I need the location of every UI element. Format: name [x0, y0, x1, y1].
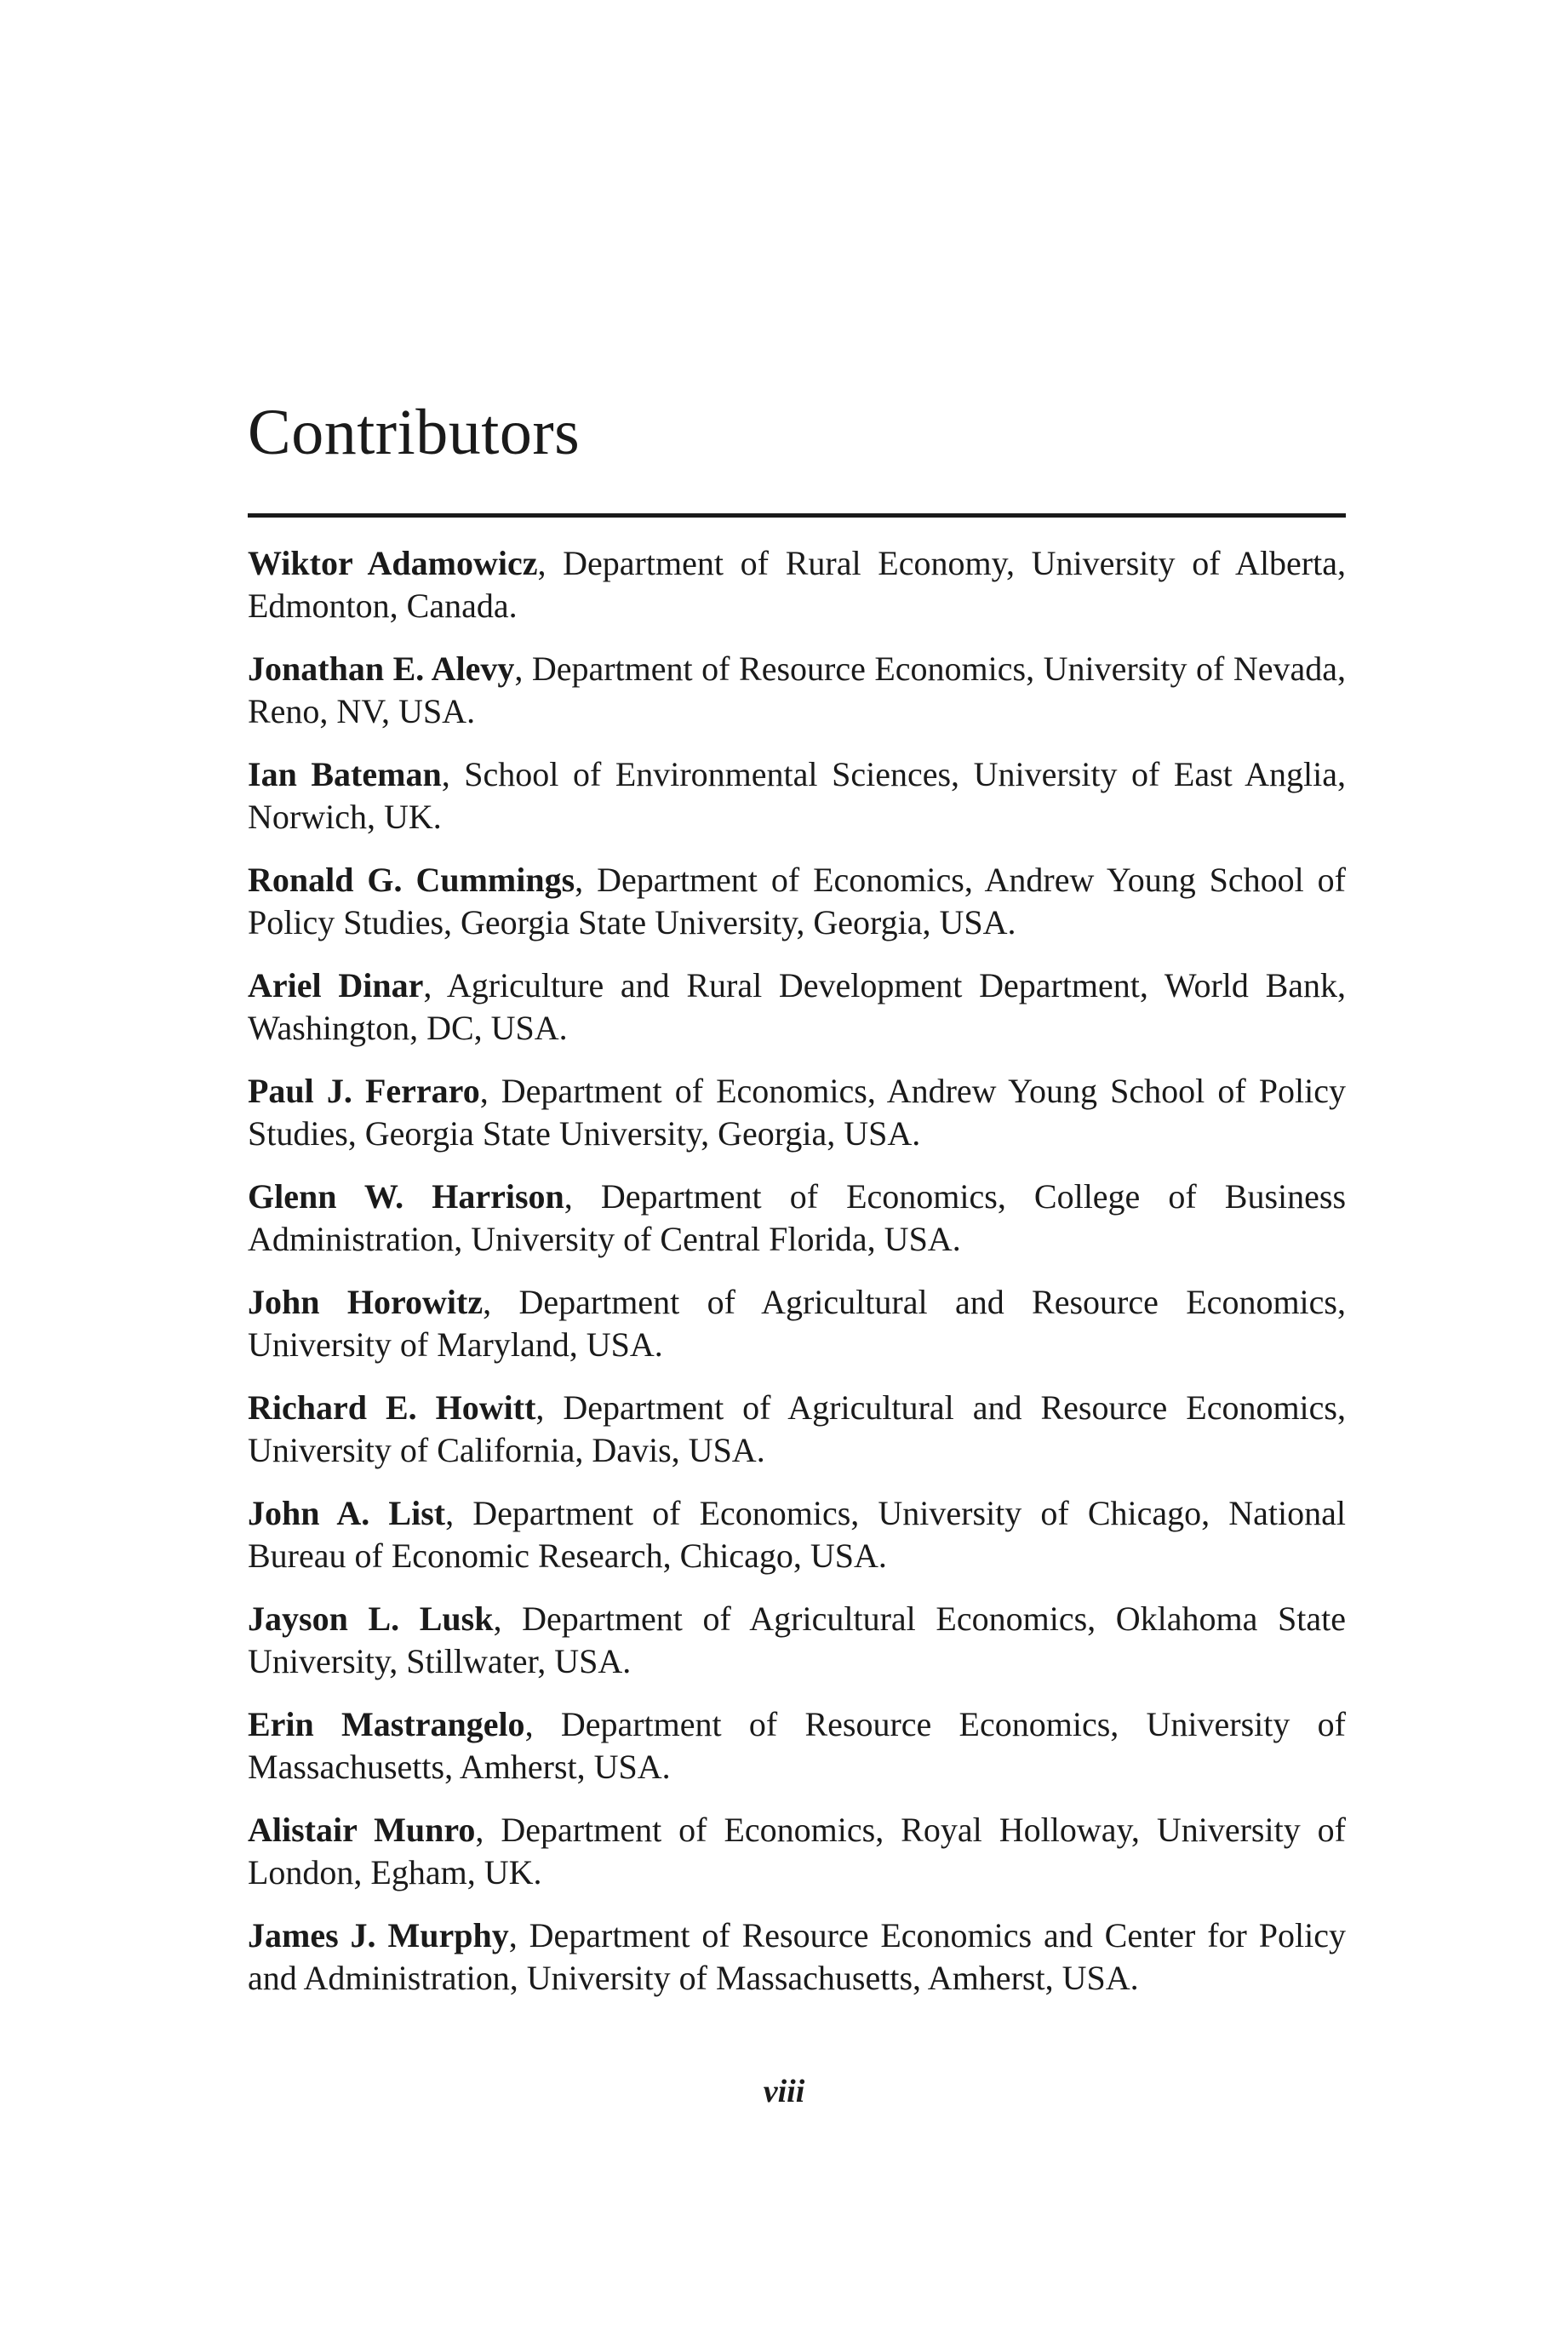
contributor-affiliation: , Department of Economics, Royal Holloway, University of London, Egham, UK.: [248, 1811, 1346, 1891]
contributor-entry: [248, 1492, 1346, 1577]
contributor-entry: [248, 1703, 1346, 1788]
contributor-entry: [248, 753, 1346, 838]
contributor-affiliation: , School of Environmental Sciences, University of East Anglia, Norwich, UK.: [248, 755, 1346, 836]
contributor-name: Ian Bateman: [248, 755, 442, 793]
contributor-affiliation: , Department of Agricultural Economics, Oklahoma State University, Stillwater, USA.: [248, 1599, 1346, 1680]
contributor-name: Alistair Munro: [248, 1811, 476, 1849]
contributor-name: John Horowitz: [248, 1283, 484, 1321]
contributor-entry: [248, 1914, 1346, 2000]
contributor-entry: [248, 859, 1346, 944]
contributor-name: Ronald G. Cummings: [248, 861, 575, 899]
contributor-entry: [248, 648, 1346, 733]
contributor-name: Paul J. Ferraro: [248, 1072, 480, 1110]
contributor-affiliation: , Department of Resource Economics, University of Massachusetts, Amherst, USA.: [248, 1705, 1346, 1786]
contributor-list: [248, 542, 1346, 2020]
contributor-name: Erin Mastrangelo: [248, 1705, 525, 1743]
contributor-entry: [248, 542, 1346, 627]
contributor-affiliation: , Department of Economics, College of Business Administration, University of Central Florida, USA.: [248, 1177, 1347, 1258]
contributor-affiliation: , Department of Agricultural and Resource Economics, University of California, Davis, USA.: [248, 1388, 1346, 1469]
contributor-affiliation: , Department of Resource Economics and Center for Policy and Administration, University of Massachusetts, Amherst, USA.: [248, 1916, 1347, 1997]
title-rule: [248, 513, 1346, 518]
contributor-affiliation: , Department of Economics, Andrew Young School of Policy Studies, Georgia State University, Georgia, USA.: [248, 861, 1346, 941]
contributor-name: Jonathan E. Alevy: [248, 650, 515, 688]
contributor-affiliation: , Department of Rural Economy, University of Alberta, Edmonton, Canada.: [248, 544, 1346, 625]
contributor-affiliation: , Department of Economics, University of Chicago, National Bureau of Economic Research, Chicago, USA.: [248, 1494, 1346, 1575]
contributor-entry: [248, 964, 1346, 1050]
contributor-affiliation: , Department of Agricultural and Resource Economics, University of Maryland, USA.: [248, 1283, 1346, 1364]
contributor-name: James J. Murphy: [248, 1916, 509, 1954]
contributor-entry: [248, 1809, 1346, 1894]
contributor-name: Ariel Dinar: [248, 966, 424, 1004]
contributor-affiliation: , Department of Resource Economics, University of Nevada, Reno, NV, USA.: [248, 650, 1346, 730]
contributor-entry: [248, 1176, 1346, 1261]
contributor-name: John A. List: [248, 1494, 446, 1532]
contributor-name: Richard E. Howitt: [248, 1388, 536, 1427]
contributor-name: Jayson L. Lusk: [248, 1599, 494, 1638]
contributor-name: Wiktor Adamowicz: [248, 544, 538, 582]
contributor-entry: [248, 1070, 1346, 1155]
contributor-affiliation: , Agriculture and Rural Development Department, World Bank, Washington, DC, USA.: [248, 966, 1347, 1047]
contributor-affiliation: , Department of Economics, Andrew Young School of Policy Studies, Georgia State University, Georgia, USA.: [248, 1072, 1346, 1153]
contributor-entry: [248, 1281, 1346, 1366]
contributor-entry: [248, 1598, 1346, 1683]
contributor-entry: [248, 1387, 1346, 1472]
page-title: Contributors: [248, 397, 581, 468]
contributor-name: Glenn W. Harrison: [248, 1177, 564, 1216]
page-number: viii: [763, 2074, 805, 2109]
